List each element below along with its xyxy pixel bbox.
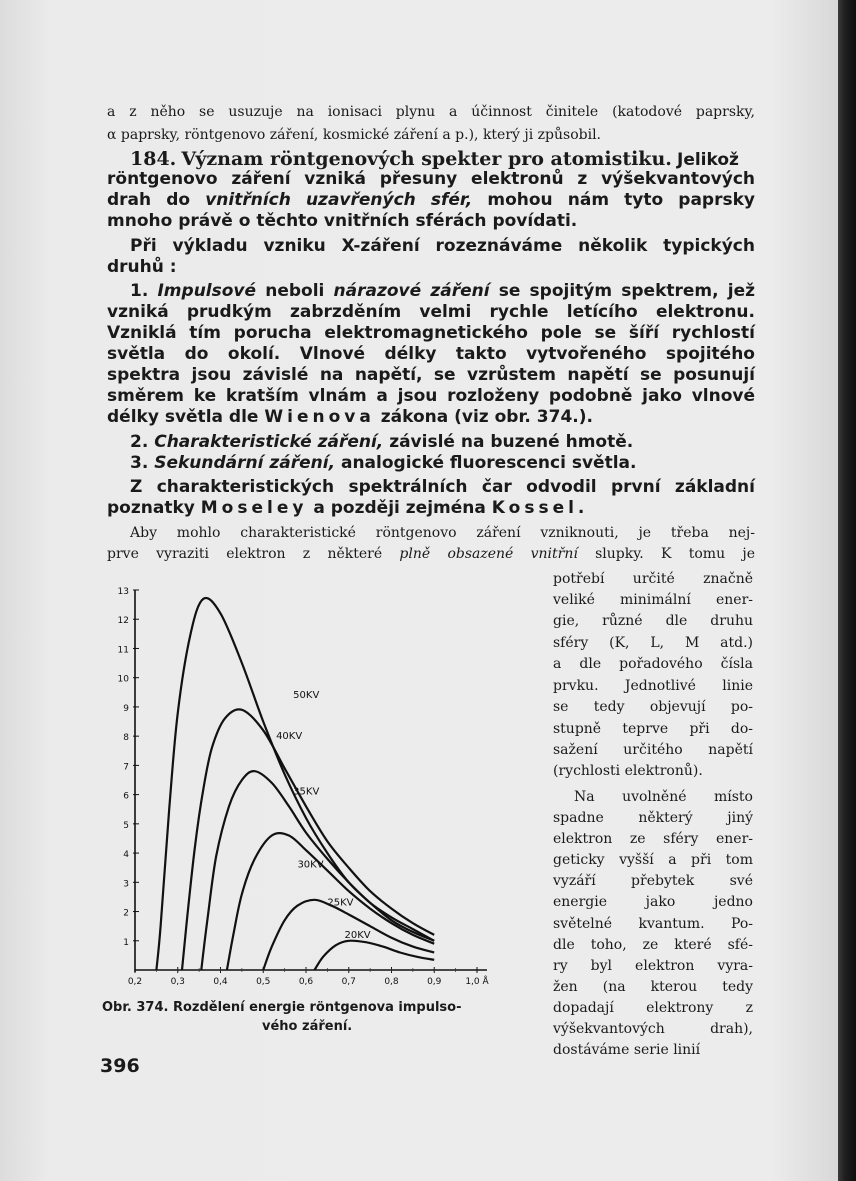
right-column-line: ry byl elektron vyra- [553, 958, 753, 974]
person-name: Kossel. [491, 498, 589, 518]
y-tick-label: 3 [123, 879, 129, 890]
text-line: Z charakteristických spektrálních čar odvodil první základní [130, 477, 755, 497]
text-run: se spojitým spektrem, jež [498, 281, 756, 301]
text-run: poznatky [107, 498, 195, 518]
figure-caption: Obr. 374. Rozdělení energie röntgenova impulso- [102, 1000, 462, 1015]
emphasis: plně obsazené vnitřní [399, 546, 578, 562]
right-column-line: geticky vyšší a při tom [553, 852, 753, 868]
right-column-line: sažení určitého napětí [553, 742, 753, 758]
item-number: 2. [130, 432, 149, 452]
right-column-line: a dle pořadového čísla [553, 656, 753, 672]
emphasis: Sekundární záření, [154, 453, 336, 473]
section-number: 184. [130, 148, 177, 170]
text-line: vzniká prudkým zabrzděním velmi rychle letícího elektronu. [107, 302, 755, 322]
text-run: analogické fluorescenci světla. [340, 453, 637, 473]
figure-caption: vého záření. [262, 1019, 353, 1034]
person-name: Wienova [264, 407, 375, 427]
text-line: α paprsky, röntgenovo záření, kosmické záření a p.), který ji způsobil. [107, 127, 601, 143]
page-number: 396 [100, 1055, 140, 1077]
x-tick-label: 0,8 [384, 977, 399, 987]
text-line: mnoho právě o těchto vnitřních sférách povídati. [107, 211, 578, 231]
right-column-line: veliké minimální ener- [553, 592, 753, 608]
emphasis: nárazové záření [333, 281, 490, 301]
text-run: slupky. K tomu je [595, 546, 756, 562]
text-line [107, 192, 755, 209]
text-line: Aby mohlo charakteristické röntgenovo záření vzniknouti, je třeba nej- [130, 525, 755, 541]
list-item-3 [130, 455, 755, 472]
x-tick-label: 0,2 [127, 977, 143, 987]
y-tick-label: 2 [123, 908, 129, 919]
right-column-line: vyzáří přebytek své [553, 873, 753, 889]
series-label: 35KV [293, 786, 320, 798]
y-tick-label: 12 [117, 616, 129, 627]
emphasis: Charakteristické záření, [154, 432, 384, 452]
spectrum-chart [105, 580, 505, 1000]
text-run: mohou nám tyto paprsky [487, 190, 755, 210]
text-line [107, 500, 755, 517]
right-column-line: světelné kvantum. Po- [553, 916, 753, 932]
right-column-line: žen (na kterou tedy [553, 979, 753, 995]
emphasis: Impulsové [157, 281, 257, 301]
text-line: spektra jsou závislé na napětí, se vzrůstem napětí se posunují [107, 365, 755, 385]
list-item-2 [130, 434, 755, 451]
right-column-line: dostáváme serie linií [553, 1042, 701, 1058]
text-line [107, 409, 755, 426]
y-tick-label: 11 [117, 645, 129, 656]
right-column-line: se tedy objevují po- [553, 699, 753, 715]
list-item-1 [130, 283, 755, 300]
y-tick-label: 1 [123, 937, 129, 948]
emphasis: vnitřních uzavřených sfér, [205, 190, 473, 210]
y-tick-label: 5 [123, 820, 129, 831]
item-number: 3. [130, 453, 149, 473]
series-curve-20kV [315, 941, 435, 970]
right-column-line: spadne některý jiný [553, 810, 753, 826]
series-label: 30KV [297, 859, 324, 871]
section-heading [130, 150, 755, 169]
text-line: světla do okolí. Vlnové délky takto vytvořeného spojitého [107, 344, 755, 364]
right-column-line: dle toho, ze které sfé- [553, 937, 753, 953]
right-column-line: elektron ze sféry ener- [553, 831, 753, 847]
series-label: 25KV [327, 897, 354, 909]
right-column-line: potřebí určité značně [553, 571, 753, 587]
right-column-line: energie jako jedno [553, 894, 753, 910]
text-run: neboli [265, 281, 325, 301]
right-column-line: (rychlosti elektronů). [553, 763, 703, 779]
text-run: Jelikož [677, 150, 739, 170]
text-line: röntgenovo záření vzniká přesuny elektronů z výšekvantových [107, 169, 755, 189]
text-line: druhů : [107, 257, 177, 277]
text-line: směrem ke kratším vlnám a jsou rozloženy podobně jako vlnové [107, 386, 755, 406]
x-tick-label: 1,0 Å [465, 977, 489, 987]
text-run: zákona (viz obr. 374.). [380, 407, 593, 427]
x-tick-label: 0,4 [213, 977, 228, 987]
y-tick-label: 9 [123, 703, 129, 714]
y-tick-label: 7 [123, 762, 129, 773]
right-column-line: dopadají elektrony z [553, 1000, 753, 1016]
section-title: Význam röntgenových spekter pro atomistiku. [181, 148, 672, 170]
person-name: Moseley [200, 498, 308, 518]
series-curve-50kV [156, 598, 434, 970]
text-run: a později zejména [313, 498, 486, 518]
right-column-line: Na uvolněné místo [574, 789, 753, 805]
y-tick-label: 10 [117, 674, 129, 685]
text-line [107, 547, 755, 561]
x-tick-label: 0,9 [427, 977, 442, 987]
right-column-line: výšekvantových drah), [553, 1021, 753, 1037]
text-run: prve vyraziti elektron z některé [107, 546, 383, 562]
text-line: Při výkladu vzniku X-záření rozeznáváme několik typických [130, 236, 755, 256]
text-line: a z něho se usuzuje na ionisaci plynu a účinnost činitele (katodové paprsky, [107, 104, 755, 120]
series-label: 20KV [344, 929, 371, 941]
x-tick-label: 0,6 [298, 977, 314, 987]
x-tick-label: 0,7 [341, 977, 356, 987]
y-tick-label: 4 [123, 850, 129, 861]
series-label: 40KV [276, 731, 303, 743]
x-tick-label: 0,5 [256, 977, 271, 987]
y-tick-label: 13 [117, 587, 129, 597]
text-run: drah do [107, 190, 191, 210]
text-line: Vzniklá tím porucha elektromagnetického pole se šíří rychlostí [107, 323, 755, 343]
text-run: závislé na buzené hmotě. [389, 432, 634, 452]
y-tick-label: 6 [123, 791, 129, 802]
y-tick-label: 8 [123, 733, 129, 744]
x-tick-label: 0,3 [170, 977, 185, 987]
right-column-line: sféry (K, L, M atd.) [553, 635, 753, 651]
series-label: 50KV [293, 690, 320, 702]
right-column-line: prvku. Jednotlivé linie [553, 678, 753, 694]
item-number: 1. [130, 281, 149, 301]
book-spine [838, 0, 856, 1181]
right-column-line: gie, různé dle druhu [553, 613, 753, 629]
text-run: délky světla dle [107, 407, 259, 427]
right-column-line: stupně teprve při do- [553, 721, 753, 737]
